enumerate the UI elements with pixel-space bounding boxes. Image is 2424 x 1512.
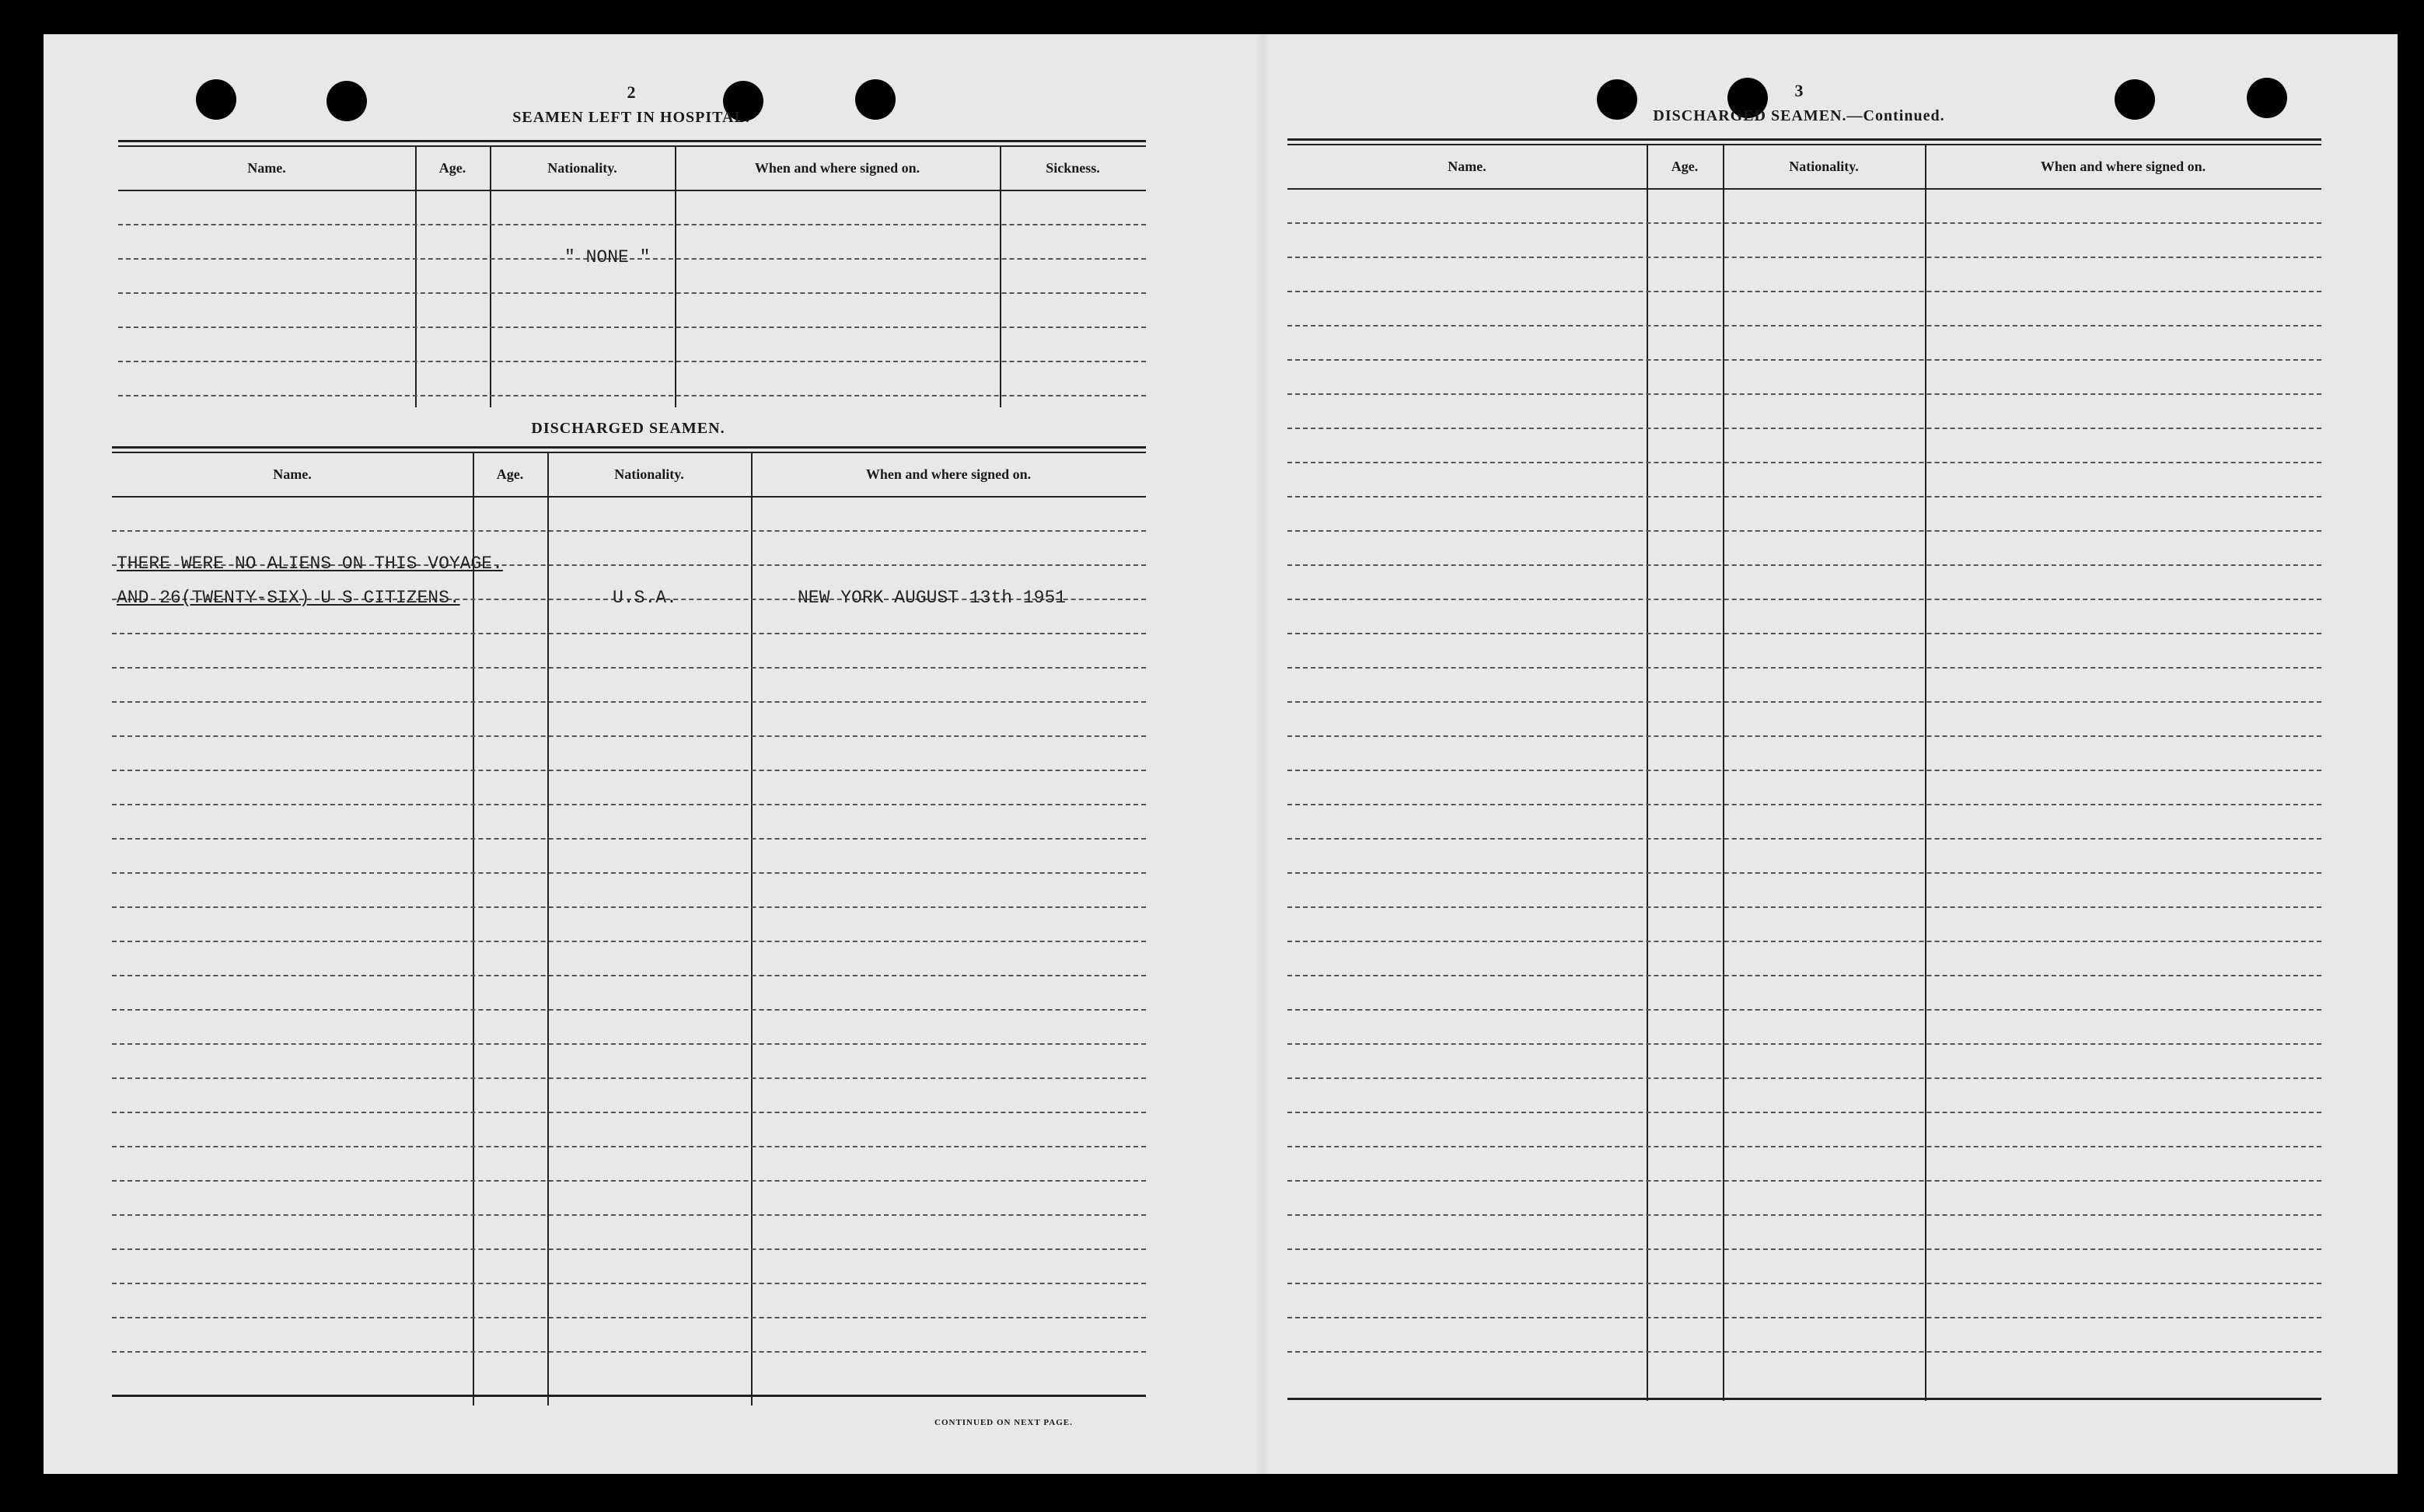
discharged-line-2-nationality: U.S.A. xyxy=(613,588,677,608)
table-bottom-rule xyxy=(1287,1398,2321,1400)
row-line xyxy=(1287,770,2321,771)
row-line xyxy=(1287,1009,2321,1011)
hospital-section-title: SEAMEN LEFT IN HOSPITAL. xyxy=(512,109,750,126)
row-line xyxy=(1287,1283,2321,1284)
row-line xyxy=(1287,804,2321,805)
row-line xyxy=(112,1283,1146,1284)
col-name: Name. xyxy=(247,160,286,176)
row-line xyxy=(112,975,1146,976)
col-signed-on: When and where signed on. xyxy=(865,466,1032,482)
row-line xyxy=(1287,735,2321,737)
discharged-line-2-signed-on: NEW YORK AUGUST 13th 1951 xyxy=(798,588,1067,608)
row-line xyxy=(1287,1077,2321,1079)
row-line xyxy=(1287,257,2321,258)
column-divider xyxy=(547,452,549,1405)
row-line xyxy=(1287,906,2321,908)
page-number-right: 3 xyxy=(1794,81,1804,100)
column-divider xyxy=(751,452,753,1405)
row-line xyxy=(1287,1043,2321,1045)
row-line xyxy=(1287,1146,2321,1147)
column-divider xyxy=(1000,146,1001,407)
row-line xyxy=(1287,393,2321,395)
row-line xyxy=(1287,941,2321,942)
row-line xyxy=(112,1043,1146,1045)
header-rule xyxy=(118,190,1146,191)
row-line xyxy=(112,906,1146,908)
row-line xyxy=(118,361,1146,362)
discharged-line-2-name: AND 26(TWENTY-SIX) U S CITIZENS. xyxy=(117,588,460,608)
col-age: Age. xyxy=(496,466,524,482)
hospital-table xyxy=(118,140,1146,373)
discharged-section-title: DISCHARGED SEAMEN. xyxy=(531,420,725,437)
row-line xyxy=(112,804,1146,805)
column-divider xyxy=(675,146,676,407)
column-divider xyxy=(415,146,417,407)
row-line xyxy=(118,292,1146,294)
row-line xyxy=(118,395,1146,396)
row-line xyxy=(1287,222,2321,224)
row-line xyxy=(1287,1112,2321,1113)
discharged-continued-title: DISCHARGED SEAMEN.—Continued. xyxy=(1653,107,1945,124)
page-number-left: 2 xyxy=(627,82,636,102)
row-line xyxy=(112,1351,1146,1353)
row-line xyxy=(112,1214,1146,1216)
row-line xyxy=(1287,1248,2321,1250)
col-age: Age. xyxy=(438,160,466,176)
header-rule xyxy=(112,496,1146,498)
row-line xyxy=(112,530,1146,532)
discharged-line-1: THERE WERE NO ALIENS ON THIS VOYAGE. xyxy=(117,553,503,574)
row-line xyxy=(112,701,1146,703)
column-divider xyxy=(1647,145,1648,1401)
row-line xyxy=(1287,530,2321,532)
row-line xyxy=(1287,359,2321,361)
row-line xyxy=(1287,975,2321,976)
punch-hole xyxy=(327,81,367,121)
col-age: Age. xyxy=(1671,159,1699,174)
row-line xyxy=(112,1009,1146,1011)
row-line xyxy=(112,1112,1146,1113)
punch-hole xyxy=(2115,79,2155,120)
row-line xyxy=(112,770,1146,771)
row-line xyxy=(1287,428,2321,429)
table-top-rule xyxy=(118,140,1146,147)
row-line xyxy=(1287,872,2321,874)
row-line xyxy=(1287,1317,2321,1318)
row-line xyxy=(1287,1180,2321,1182)
row-line xyxy=(112,1180,1146,1182)
punch-hole xyxy=(2247,78,2287,118)
table-top-rule xyxy=(1287,138,2321,145)
table-top-rule xyxy=(112,446,1146,453)
row-line xyxy=(112,872,1146,874)
row-line xyxy=(112,1077,1146,1079)
col-nationality: Nationality. xyxy=(1789,159,1859,174)
row-line xyxy=(1287,838,2321,840)
col-signed-on: When and where signed on. xyxy=(2040,159,2206,174)
row-line xyxy=(1287,325,2321,326)
punch-hole xyxy=(1597,79,1637,120)
row-line xyxy=(1287,564,2321,566)
punch-hole xyxy=(855,79,896,120)
row-line xyxy=(112,735,1146,737)
row-line xyxy=(112,633,1146,634)
row-line xyxy=(1287,633,2321,634)
row-line xyxy=(1287,667,2321,669)
column-divider xyxy=(490,146,491,407)
col-sickness: Sickness. xyxy=(1046,160,1100,176)
row-line xyxy=(112,1317,1146,1318)
hospital-entry: " NONE " xyxy=(564,247,651,267)
column-divider xyxy=(1925,145,1926,1401)
col-nationality: Nationality. xyxy=(614,466,684,482)
row-line xyxy=(112,667,1146,669)
row-line xyxy=(1287,496,2321,498)
row-line xyxy=(1287,291,2321,292)
page-fold xyxy=(1256,34,1270,1474)
discharged-table-left xyxy=(112,446,1146,1410)
row-line xyxy=(1287,701,2321,703)
manifest-sheet xyxy=(44,34,2398,1474)
row-line xyxy=(1287,599,2321,600)
discharged-table-right xyxy=(1287,138,2321,1413)
col-nationality: Nationality. xyxy=(547,160,617,176)
continued-note: CONTINUED ON NEXT PAGE. xyxy=(934,1418,1073,1427)
col-name: Name. xyxy=(1448,159,1486,174)
row-line xyxy=(1287,462,2321,463)
col-name: Name. xyxy=(273,466,312,482)
col-signed-on: When and where signed on. xyxy=(754,160,920,176)
table-bottom-rule xyxy=(112,1395,1146,1397)
row-line xyxy=(118,224,1146,225)
row-line xyxy=(112,838,1146,840)
punch-hole xyxy=(196,79,236,120)
row-line xyxy=(1287,1351,2321,1353)
column-divider xyxy=(473,452,474,1405)
row-line xyxy=(112,1248,1146,1250)
row-line xyxy=(112,1146,1146,1147)
row-line xyxy=(118,326,1146,328)
row-line xyxy=(112,941,1146,942)
header-rule xyxy=(1287,188,2321,190)
column-divider xyxy=(1723,145,1724,1401)
row-line xyxy=(1287,1214,2321,1216)
